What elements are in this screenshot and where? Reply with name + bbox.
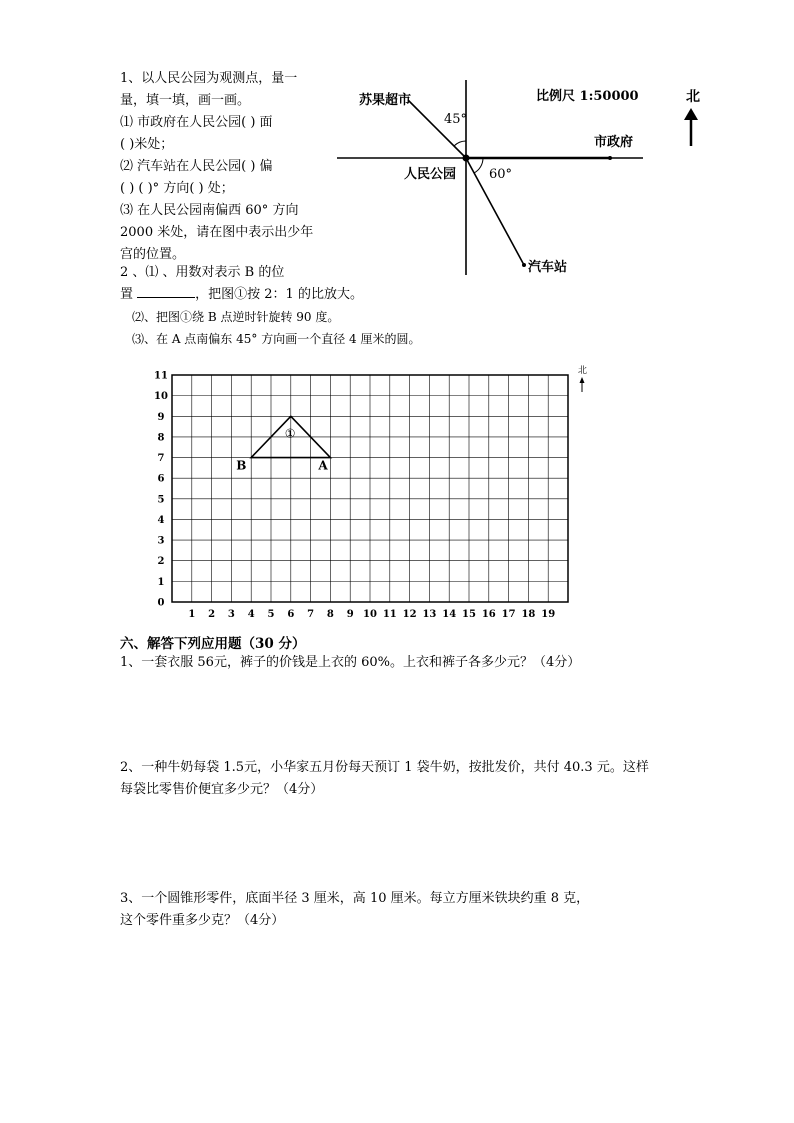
x-tick-label: 14 <box>442 609 457 620</box>
x-tick-label: 18 <box>521 609 536 620</box>
problem-3 <box>120 888 690 932</box>
q1-line: 量，填一填，画一画。 <box>120 93 251 108</box>
city-hall-point <box>608 156 612 160</box>
grid-lines <box>172 375 568 602</box>
x-tick-label: 7 <box>307 609 315 620</box>
problem-3-line2: 这个零件重多少克？（4分） <box>120 913 285 928</box>
q1-line: ⑵ 汽车站在人民公园( ) 偏 <box>120 159 273 174</box>
x-tick-label: 17 <box>501 609 516 620</box>
y-tick-label: 4 <box>157 514 165 526</box>
problem-1-text: 1、一套衣服 56元，裤子的价钱是上衣的 60%。上衣和裤子各多少元？（4分） <box>120 655 581 670</box>
north-label: 北 <box>686 89 700 105</box>
y-tick-label: 11 <box>154 370 168 382</box>
x-tick-label: 19 <box>541 609 556 620</box>
grid-north-arrow-icon <box>580 377 585 392</box>
x-tick-label: 2 <box>208 609 216 620</box>
bus-station-label: 汽车站 <box>528 260 568 275</box>
y-tick-label: 2 <box>157 556 165 568</box>
x-tick-label: 10 <box>363 609 377 620</box>
q2-enlarge-text: ，把图①按 2：1 的比放大。 <box>195 287 363 302</box>
section-6-title: 六、解答下列应用题（30 分） <box>120 636 306 652</box>
problem-3-line1: 3、一个圆锥形零件，底面半径 3 厘米，高 10 厘米。每立方厘米铁块约重 8 克， <box>120 891 590 906</box>
y-tick-label: 7 <box>157 453 165 465</box>
answer-blank[interactable] <box>137 285 195 298</box>
scale-label: 比例尺 1:50000 <box>536 89 639 104</box>
bus-station-point <box>522 263 526 267</box>
q2-sub3: ⑶、在 A 点南偏东 45° 方向画一个直径 4 厘米的圆。 <box>132 332 421 346</box>
x-axis-labels <box>188 609 555 620</box>
x-tick-label: 4 <box>247 609 255 620</box>
q2-sub2: ⑵、把图①绕 B 点逆时针旋转 90 度。 <box>132 310 340 324</box>
problem-1 <box>120 652 690 674</box>
angle-60-arc <box>474 158 483 173</box>
y-tick-label: 1 <box>157 576 165 588</box>
x-tick-label: 8 <box>326 609 334 620</box>
y-tick-label: 3 <box>157 535 165 547</box>
angle-45-arc <box>454 141 466 146</box>
y-tick-label: 10 <box>154 391 168 403</box>
problem-2-line1: 2、一种牛奶每袋 1.5元，小华家五月份每天预订 1 袋牛奶，按批发价，共付 40.3 元。这样 <box>120 760 649 775</box>
y-tick-label: 0 <box>157 597 165 609</box>
point-a-label: A <box>318 458 328 473</box>
direction-map <box>0 0 794 300</box>
park-label: 人民公园 <box>404 167 457 182</box>
north-arrow-icon <box>684 108 698 146</box>
x-tick-label: 12 <box>402 609 417 620</box>
coordinate-grid <box>140 360 600 625</box>
x-tick-label: 15 <box>462 609 476 620</box>
q1-line: 1、以人民公园为观测点，量一 <box>120 71 298 86</box>
y-axis-labels <box>154 371 168 609</box>
point-b-label: B <box>236 458 247 473</box>
x-tick-label: 16 <box>481 609 496 620</box>
angle-60-label: 60° <box>489 167 513 182</box>
supermarket-ray <box>408 100 466 158</box>
angle-45-label: 45° <box>444 112 468 127</box>
figure-1-label: ① <box>284 426 296 441</box>
grid-north-label: 北 <box>578 366 588 376</box>
q2-line1: 2 、⑴ 、用数对表示 B 的位 <box>120 265 285 280</box>
x-tick-label: 1 <box>188 609 196 620</box>
x-tick-label: 5 <box>267 609 275 620</box>
question-2 <box>120 262 520 350</box>
x-tick-label: 9 <box>346 609 354 620</box>
q2-position-word: 置 <box>120 287 134 302</box>
x-tick-label: 11 <box>382 609 397 620</box>
y-tick-label: 8 <box>157 432 165 444</box>
problem-2 <box>120 757 690 801</box>
q1-line: 2000 米处，请在图中表示出少年 <box>120 225 314 240</box>
x-tick-label: 13 <box>422 609 437 620</box>
y-tick-label: 6 <box>157 473 165 485</box>
q1-line: 宫的位置。 <box>120 247 186 262</box>
q1-line: ( )米处； <box>120 137 174 152</box>
x-tick-label: 3 <box>227 609 235 620</box>
supermarket-label: 苏果超市 <box>359 93 412 108</box>
y-tick-label: 5 <box>157 494 165 506</box>
x-tick-label: 6 <box>287 609 295 620</box>
q1-line: ( ) ( )° 方向( ) 处； <box>120 181 234 196</box>
q1-line: ⑴ 市政府在人民公园( ) 面 <box>120 115 273 130</box>
park-point <box>463 155 470 162</box>
problem-2-line2: 每袋比零售价便宜多少元？（4分） <box>120 782 324 797</box>
q2-line2 <box>120 284 520 306</box>
city-hall-label: 市政府 <box>594 135 634 150</box>
y-tick-label: 9 <box>157 411 165 423</box>
q1-line: ⑶ 在人民公园南偏西 60° 方向 <box>120 203 299 218</box>
